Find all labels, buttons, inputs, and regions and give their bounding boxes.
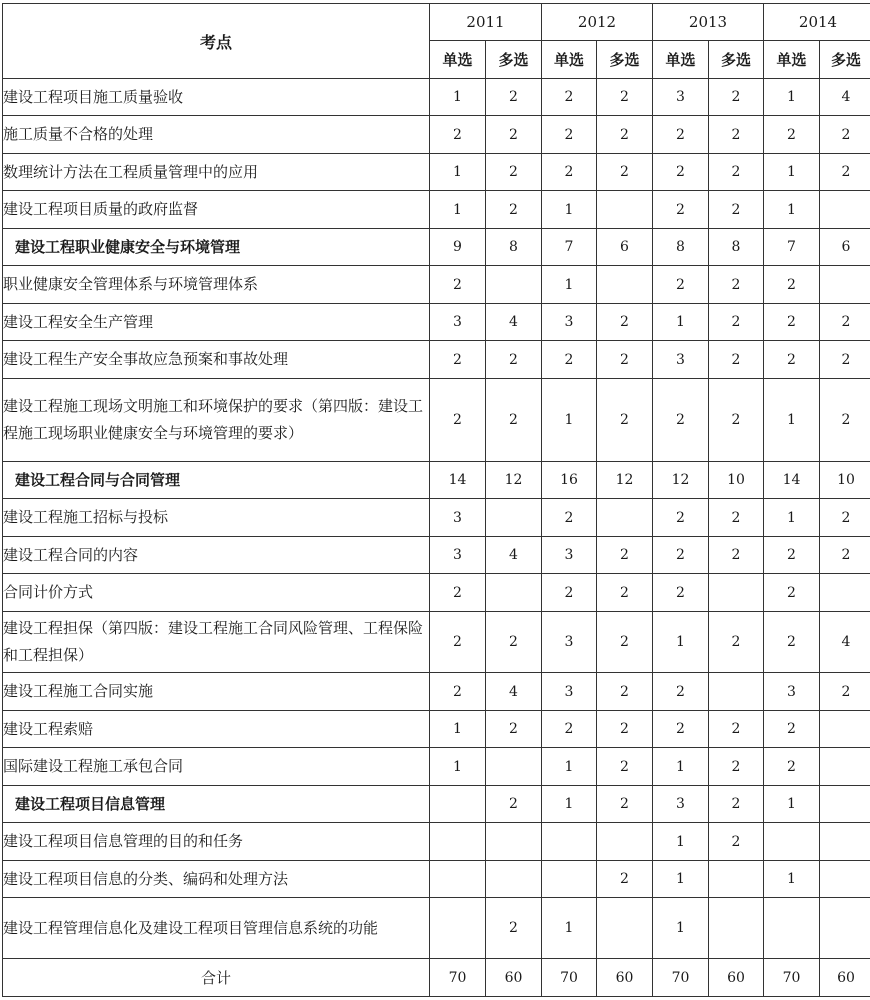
count-cell — [542, 861, 597, 898]
count-cell: 2 — [653, 499, 709, 537]
count-cell: 14 — [430, 462, 486, 499]
count-cell: 3 — [653, 79, 709, 116]
year-header-2013: 2013 — [653, 4, 764, 41]
count-cell: 3 — [542, 673, 597, 711]
count-cell: 2 — [597, 711, 653, 748]
count-cell — [820, 266, 870, 304]
table-row — [3, 499, 870, 537]
count-cell — [597, 898, 653, 959]
count-cell: 2 — [542, 711, 597, 748]
count-cell: 2 — [486, 341, 542, 379]
table-row — [3, 304, 870, 341]
count-cell: 3 — [542, 537, 597, 574]
count-cell: 2 — [653, 154, 709, 191]
count-cell: 2 — [709, 823, 764, 861]
count-cell: 1 — [430, 154, 486, 191]
count-cell: 2 — [597, 154, 653, 191]
total-cell: 60 — [597, 959, 653, 997]
count-cell — [820, 823, 870, 861]
count-cell — [597, 266, 653, 304]
count-cell: 2 — [764, 748, 820, 786]
topic-cell: 建设工程安全生产管理 — [3, 304, 430, 341]
count-cell — [430, 898, 486, 959]
count-cell: 2 — [486, 612, 542, 673]
count-cell: 2 — [820, 154, 870, 191]
count-cell: 1 — [653, 898, 709, 959]
count-cell — [764, 898, 820, 959]
multi-choice-header: 多选 — [486, 41, 542, 79]
count-cell — [486, 861, 542, 898]
section-row — [3, 462, 870, 499]
count-cell: 1 — [764, 154, 820, 191]
exam-points-table — [2, 3, 870, 997]
count-cell: 2 — [597, 748, 653, 786]
count-cell: 2 — [820, 379, 870, 462]
total-cell: 70 — [653, 959, 709, 997]
section-row — [3, 786, 870, 823]
multi-choice-header: 多选 — [820, 41, 870, 79]
count-cell: 1 — [430, 79, 486, 116]
count-cell: 1 — [764, 191, 820, 229]
count-cell — [486, 574, 542, 612]
count-cell — [820, 191, 870, 229]
count-cell: 2 — [597, 79, 653, 116]
count-cell: 2 — [653, 673, 709, 711]
count-cell: 2 — [709, 786, 764, 823]
topic-cell: 建设工程项目信息的分类、编码和处理方法 — [3, 861, 430, 898]
count-cell: 2 — [486, 786, 542, 823]
count-cell: 1 — [542, 748, 597, 786]
count-cell: 2 — [430, 341, 486, 379]
count-cell: 4 — [486, 537, 542, 574]
count-cell: 2 — [597, 379, 653, 462]
count-cell: 1 — [653, 612, 709, 673]
count-cell: 3 — [430, 499, 486, 537]
count-cell: 2 — [820, 499, 870, 537]
topic-cell: 建设工程项目信息管理的目的和任务 — [3, 823, 430, 861]
count-cell: 1 — [653, 304, 709, 341]
count-cell: 1 — [542, 266, 597, 304]
topic-cell: 建设工程管理信息化及建设工程项目管理信息系统的功能 — [3, 898, 430, 959]
count-cell: 12 — [597, 462, 653, 499]
count-cell: 2 — [764, 612, 820, 673]
count-cell — [597, 823, 653, 861]
count-cell: 2 — [820, 116, 870, 154]
count-cell: 2 — [486, 711, 542, 748]
count-cell — [486, 748, 542, 786]
year-header-2012: 2012 — [542, 4, 653, 41]
count-cell: 2 — [486, 379, 542, 462]
count-cell: 2 — [486, 79, 542, 116]
count-cell — [430, 823, 486, 861]
count-cell: 2 — [709, 748, 764, 786]
topic-cell: 数理统计方法在工程质量管理中的应用 — [3, 154, 430, 191]
count-cell: 4 — [486, 304, 542, 341]
count-cell: 2 — [542, 154, 597, 191]
count-cell: 2 — [709, 537, 764, 574]
total-cell: 70 — [764, 959, 820, 997]
topic-cell: 建设工程项目施工质量验收 — [3, 79, 430, 116]
count-cell: 2 — [597, 116, 653, 154]
count-cell: 3 — [542, 304, 597, 341]
topic-header: 考点 — [3, 4, 430, 79]
count-cell: 2 — [486, 116, 542, 154]
count-cell: 16 — [542, 462, 597, 499]
count-cell: 2 — [764, 116, 820, 154]
count-cell: 2 — [709, 341, 764, 379]
section-topic-cell: 建设工程项目信息管理 — [3, 786, 430, 823]
section-topic-cell: 建设工程职业健康安全与环境管理 — [3, 229, 430, 266]
total-row — [3, 959, 870, 997]
count-cell: 1 — [542, 191, 597, 229]
count-cell: 2 — [764, 574, 820, 612]
count-cell: 2 — [709, 191, 764, 229]
count-cell: 8 — [486, 229, 542, 266]
count-cell: 2 — [597, 574, 653, 612]
table-row — [3, 612, 870, 673]
count-cell: 2 — [486, 898, 542, 959]
count-cell: 6 — [820, 229, 870, 266]
count-cell: 2 — [764, 304, 820, 341]
table-row — [3, 154, 870, 191]
topic-cell: 施工质量不合格的处理 — [3, 116, 430, 154]
count-cell — [709, 673, 764, 711]
count-cell: 2 — [820, 673, 870, 711]
count-cell — [709, 898, 764, 959]
count-cell: 7 — [542, 229, 597, 266]
topic-cell: 建设工程生产安全事故应急预案和事故处理 — [3, 341, 430, 379]
count-cell — [764, 823, 820, 861]
count-cell: 1 — [764, 379, 820, 462]
topic-cell: 国际建设工程施工承包合同 — [3, 748, 430, 786]
table-row — [3, 116, 870, 154]
count-cell: 1 — [430, 191, 486, 229]
count-cell: 7 — [764, 229, 820, 266]
count-cell: 2 — [542, 574, 597, 612]
count-cell: 2 — [709, 154, 764, 191]
total-cell: 70 — [430, 959, 486, 997]
count-cell: 1 — [430, 711, 486, 748]
count-cell: 3 — [653, 786, 709, 823]
topic-cell: 建设工程施工现场文明施工和环境保护的要求（第四版：建设工程施工现场职业健康安全与环境管理的要求） — [3, 379, 430, 462]
multi-choice-header: 多选 — [597, 41, 653, 79]
topic-cell: 建设工程合同的内容 — [3, 537, 430, 574]
count-cell: 2 — [820, 537, 870, 574]
count-cell: 2 — [430, 116, 486, 154]
count-cell: 2 — [709, 499, 764, 537]
count-cell: 2 — [486, 154, 542, 191]
topic-cell: 建设工程施工合同实施 — [3, 673, 430, 711]
count-cell: 8 — [653, 229, 709, 266]
count-cell — [430, 861, 486, 898]
count-cell: 2 — [653, 537, 709, 574]
table-row — [3, 711, 870, 748]
multi-choice-header: 多选 — [709, 41, 764, 79]
count-cell — [709, 861, 764, 898]
single-choice-header: 单选 — [764, 41, 820, 79]
count-cell — [820, 898, 870, 959]
count-cell: 1 — [764, 861, 820, 898]
section-row — [3, 229, 870, 266]
total-cell: 60 — [709, 959, 764, 997]
count-cell: 1 — [764, 786, 820, 823]
count-cell: 6 — [597, 229, 653, 266]
count-cell: 3 — [430, 304, 486, 341]
count-cell: 2 — [653, 191, 709, 229]
table-row — [3, 861, 870, 898]
count-cell: 2 — [709, 304, 764, 341]
count-cell: 2 — [542, 499, 597, 537]
count-cell: 14 — [764, 462, 820, 499]
count-cell — [486, 499, 542, 537]
count-cell: 2 — [542, 79, 597, 116]
count-cell: 2 — [542, 341, 597, 379]
count-cell: 2 — [820, 341, 870, 379]
count-cell: 3 — [542, 612, 597, 673]
count-cell: 1 — [764, 79, 820, 116]
topic-cell: 建设工程项目质量的政府监督 — [3, 191, 430, 229]
count-cell — [486, 823, 542, 861]
count-cell: 4 — [820, 79, 870, 116]
count-cell — [820, 574, 870, 612]
count-cell — [820, 711, 870, 748]
count-cell: 2 — [764, 341, 820, 379]
count-cell: 2 — [597, 786, 653, 823]
table-row — [3, 379, 870, 462]
count-cell: 1 — [653, 748, 709, 786]
count-cell: 2 — [597, 304, 653, 341]
total-cell: 70 — [542, 959, 597, 997]
table-row — [3, 341, 870, 379]
count-cell: 1 — [653, 823, 709, 861]
count-cell: 2 — [653, 116, 709, 154]
count-cell: 2 — [709, 612, 764, 673]
count-cell: 8 — [709, 229, 764, 266]
count-cell — [597, 499, 653, 537]
count-cell — [820, 861, 870, 898]
count-cell: 9 — [430, 229, 486, 266]
table-row — [3, 823, 870, 861]
count-cell: 1 — [430, 748, 486, 786]
count-cell — [486, 266, 542, 304]
count-cell: 2 — [430, 673, 486, 711]
count-cell: 2 — [709, 79, 764, 116]
count-cell: 1 — [542, 379, 597, 462]
count-cell — [820, 748, 870, 786]
count-cell — [542, 823, 597, 861]
count-cell: 2 — [764, 266, 820, 304]
table-row — [3, 79, 870, 116]
total-cell: 60 — [820, 959, 870, 997]
count-cell: 2 — [653, 711, 709, 748]
single-choice-header: 单选 — [542, 41, 597, 79]
count-cell: 10 — [820, 462, 870, 499]
count-cell: 12 — [653, 462, 709, 499]
count-cell: 4 — [486, 673, 542, 711]
count-cell: 2 — [430, 612, 486, 673]
count-cell: 2 — [430, 379, 486, 462]
count-cell: 3 — [653, 341, 709, 379]
count-cell: 12 — [486, 462, 542, 499]
single-choice-header: 单选 — [430, 41, 486, 79]
table-row — [3, 266, 870, 304]
count-cell: 1 — [542, 898, 597, 959]
table-body — [3, 79, 870, 959]
section-topic-cell: 建设工程合同与合同管理 — [3, 462, 430, 499]
single-choice-header: 单选 — [653, 41, 709, 79]
count-cell: 2 — [430, 266, 486, 304]
table-row — [3, 537, 870, 574]
count-cell: 4 — [820, 612, 870, 673]
count-cell: 2 — [597, 537, 653, 574]
topic-cell: 建设工程施工招标与投标 — [3, 499, 430, 537]
count-cell — [820, 786, 870, 823]
table-row — [3, 191, 870, 229]
count-cell: 2 — [653, 574, 709, 612]
count-cell: 2 — [597, 341, 653, 379]
count-cell: 3 — [764, 673, 820, 711]
count-cell — [709, 574, 764, 612]
total-cell: 60 — [486, 959, 542, 997]
count-cell — [597, 191, 653, 229]
topic-cell: 建设工程索赔 — [3, 711, 430, 748]
count-cell: 2 — [709, 266, 764, 304]
count-cell: 2 — [764, 537, 820, 574]
count-cell: 2 — [709, 379, 764, 462]
topic-cell: 建设工程担保（第四版：建设工程施工合同风险管理、工程保险和工程担保） — [3, 612, 430, 673]
table-row — [3, 574, 870, 612]
count-cell: 2 — [709, 711, 764, 748]
count-cell: 2 — [486, 191, 542, 229]
count-cell: 2 — [597, 673, 653, 711]
table-row — [3, 673, 870, 711]
year-header-2011: 2011 — [430, 4, 542, 41]
count-cell: 1 — [542, 786, 597, 823]
count-cell: 2 — [764, 711, 820, 748]
count-cell: 3 — [430, 537, 486, 574]
count-cell: 2 — [542, 116, 597, 154]
count-cell: 2 — [653, 266, 709, 304]
count-cell: 2 — [597, 861, 653, 898]
count-cell — [430, 786, 486, 823]
count-cell: 1 — [653, 861, 709, 898]
topic-cell: 职业健康安全管理体系与环境管理体系 — [3, 266, 430, 304]
count-cell: 1 — [764, 499, 820, 537]
count-cell: 2 — [820, 304, 870, 341]
count-cell: 2 — [597, 612, 653, 673]
count-cell: 2 — [709, 116, 764, 154]
topic-cell: 合同计价方式 — [3, 574, 430, 612]
table-row — [3, 748, 870, 786]
total-label: 合计 — [3, 959, 430, 997]
count-cell: 2 — [430, 574, 486, 612]
count-cell: 2 — [653, 379, 709, 462]
year-header-2014: 2014 — [764, 4, 870, 41]
count-cell: 10 — [709, 462, 764, 499]
table-row — [3, 898, 870, 959]
